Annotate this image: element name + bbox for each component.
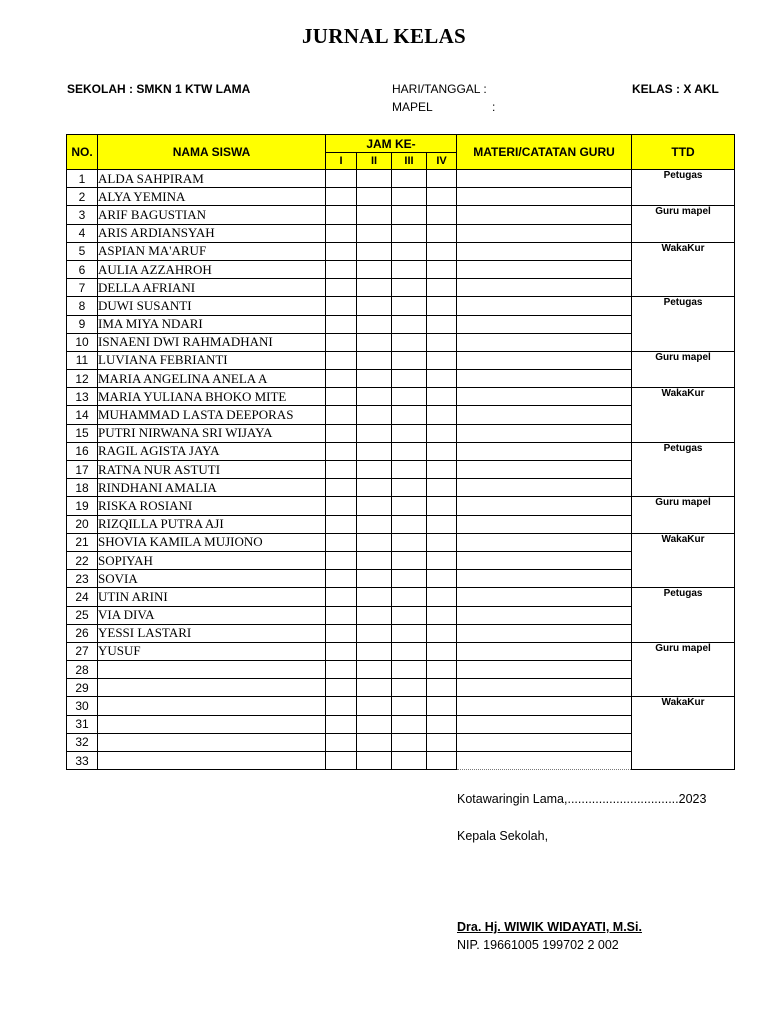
ttd-cell: WakaKur [632, 697, 735, 770]
jam-4-cell [427, 370, 457, 388]
jam-2-cell [357, 333, 392, 351]
jam-2-cell [357, 297, 392, 315]
jam-3-cell [392, 733, 427, 751]
jam-2-cell [357, 424, 392, 442]
table-row [67, 206, 735, 224]
jam-2-cell [357, 279, 392, 297]
materi-cell [457, 515, 632, 533]
place-date: Kotawaringin Lama,................................2023 [457, 792, 707, 806]
jam-4-cell [427, 206, 457, 224]
jam-4-cell [427, 315, 457, 333]
jam-2-cell [357, 370, 392, 388]
row-number: 9 [67, 315, 98, 333]
jam-2-cell [357, 170, 392, 188]
col-name-header: NAMA SISWA [98, 135, 326, 170]
row-number: 29 [67, 679, 98, 697]
ttd-cell: Petugas [632, 297, 735, 352]
jam-2-cell [357, 479, 392, 497]
jam-2-cell [357, 315, 392, 333]
table-row [67, 588, 735, 606]
jam-3-cell [392, 515, 427, 533]
student-rows [67, 170, 735, 770]
jam-4-cell [427, 406, 457, 424]
jam-4-cell [427, 333, 457, 351]
student-name: ALYA YEMINA [98, 188, 326, 206]
jam-4-cell [427, 424, 457, 442]
jam-1-cell [326, 715, 357, 733]
ttd-cell: WakaKur [632, 242, 735, 297]
jam-3-cell [392, 370, 427, 388]
col-materi-header: MATERI/CATATAN GURU [457, 135, 632, 170]
student-name: ARIF BAGUSTIAN [98, 206, 326, 224]
materi-cell [457, 351, 632, 369]
jam-2-cell [357, 242, 392, 260]
row-number: 32 [67, 733, 98, 751]
subject-colon: : [492, 100, 496, 114]
student-name: ARIS ARDIANSYAH [98, 224, 326, 242]
jam-4-cell [427, 551, 457, 569]
jam-4-cell [427, 606, 457, 624]
table-row [67, 642, 735, 660]
jam-3-cell [392, 242, 427, 260]
student-name: UTIN ARINI [98, 588, 326, 606]
jam-1-cell [326, 333, 357, 351]
jam-1-cell [326, 370, 357, 388]
jam-4-cell [427, 588, 457, 606]
jam-1-cell [326, 642, 357, 660]
row-number: 30 [67, 697, 98, 715]
jam-4-cell [427, 442, 457, 460]
jam-2-cell [357, 752, 392, 770]
jam-3-cell [392, 606, 427, 624]
jam-2-cell [357, 679, 392, 697]
jam-3-cell [392, 224, 427, 242]
jam-3-cell [392, 533, 427, 551]
signatory-name: Dra. Hj. WIWIK WIDAYATI, M.Si. [457, 920, 642, 934]
jam-4-cell [427, 461, 457, 479]
student-name: ISNAENI DWI RAHMADHANI [98, 333, 326, 351]
jam-2-cell [357, 406, 392, 424]
table-row [67, 351, 735, 369]
jam-4-cell [427, 170, 457, 188]
subject-label: MAPEL [392, 100, 433, 114]
jam-3-cell [392, 461, 427, 479]
materi-cell [457, 424, 632, 442]
materi-cell [457, 260, 632, 278]
materi-cell [457, 224, 632, 242]
materi-cell [457, 715, 632, 733]
jam-4-cell [427, 260, 457, 278]
jam-3-cell [392, 388, 427, 406]
materi-cell [457, 588, 632, 606]
materi-cell [457, 497, 632, 515]
materi-cell [457, 406, 632, 424]
jam-4-cell [427, 715, 457, 733]
jam-1-cell [326, 388, 357, 406]
student-name [98, 752, 326, 770]
jam-2-cell [357, 733, 392, 751]
jam-3-cell [392, 479, 427, 497]
jam-1-cell [326, 224, 357, 242]
jam-4-cell [427, 351, 457, 369]
table-row [67, 170, 735, 188]
materi-cell [457, 697, 632, 715]
jam-1-cell [326, 533, 357, 551]
materi-cell [457, 661, 632, 679]
student-name: AULIA AZZAHROH [98, 260, 326, 278]
jam-2-cell [357, 606, 392, 624]
jam-4-cell [427, 515, 457, 533]
student-name: SHOVIA KAMILA MUJIONO [98, 533, 326, 551]
jam-1-cell [326, 606, 357, 624]
jam-1-cell [326, 406, 357, 424]
table-row [67, 697, 735, 715]
jam-1-cell [326, 424, 357, 442]
jam-3-cell [392, 297, 427, 315]
jam-3-cell [392, 642, 427, 660]
school-label: SEKOLAH : SMKN 1 KTW LAMA [67, 82, 251, 96]
materi-cell [457, 297, 632, 315]
student-name: SOVIA [98, 570, 326, 588]
row-number: 18 [67, 479, 98, 497]
materi-cell [457, 551, 632, 569]
class-label: KELAS : X AKL [632, 82, 719, 96]
student-name: RAGIL AGISTA JAYA [98, 442, 326, 460]
jam-4-cell [427, 679, 457, 697]
row-number: 15 [67, 424, 98, 442]
jam-1-cell [326, 679, 357, 697]
jam-3-cell [392, 315, 427, 333]
jam-1-cell [326, 588, 357, 606]
jam-3-cell [392, 188, 427, 206]
jam-2-cell [357, 697, 392, 715]
materi-cell [457, 533, 632, 551]
jam-3-cell [392, 624, 427, 642]
student-name [98, 661, 326, 679]
jam-3-cell [392, 406, 427, 424]
ttd-cell: Guru mapel [632, 351, 735, 387]
ttd-cell: WakaKur [632, 388, 735, 443]
jam-3-cell [392, 333, 427, 351]
row-number: 28 [67, 661, 98, 679]
materi-cell [457, 442, 632, 460]
row-number: 26 [67, 624, 98, 642]
student-name: ASPIAN MA'ARUF [98, 242, 326, 260]
materi-cell [457, 733, 632, 751]
jam-2-cell [357, 661, 392, 679]
row-number: 1 [67, 170, 98, 188]
student-name: ALDA SAHPIRAM [98, 170, 326, 188]
student-name [98, 679, 326, 697]
table-row [67, 388, 735, 406]
student-name: RINDHANI AMALIA [98, 479, 326, 497]
table-row [67, 242, 735, 260]
row-number: 13 [67, 388, 98, 406]
jam-1-cell [326, 497, 357, 515]
row-number: 17 [67, 461, 98, 479]
student-name: MARIA ANGELINA ANELA A [98, 370, 326, 388]
row-number: 19 [67, 497, 98, 515]
student-name [98, 733, 326, 751]
materi-cell [457, 315, 632, 333]
ttd-cell: WakaKur [632, 533, 735, 588]
row-number: 2 [67, 188, 98, 206]
row-number: 11 [67, 351, 98, 369]
row-number: 10 [67, 333, 98, 351]
jam-4-cell [427, 279, 457, 297]
materi-cell [457, 333, 632, 351]
materi-cell [457, 624, 632, 642]
page-title: JURNAL KELAS [301, 24, 467, 48]
materi-cell [457, 242, 632, 260]
ttd-cell: Petugas [632, 170, 735, 206]
student-name: RATNA NUR ASTUTI [98, 461, 326, 479]
materi-cell [457, 570, 632, 588]
jam-1-cell [326, 442, 357, 460]
materi-cell [457, 279, 632, 297]
journal-table [66, 134, 735, 770]
row-number: 25 [67, 606, 98, 624]
student-name: RISKA ROSIANI [98, 497, 326, 515]
table-row [67, 533, 735, 551]
jam-2-cell [357, 497, 392, 515]
materi-cell [457, 606, 632, 624]
jam-1-cell [326, 551, 357, 569]
jam-2-cell [357, 188, 392, 206]
jam-3-cell [392, 679, 427, 697]
jam-3-cell [392, 661, 427, 679]
materi-cell [457, 752, 632, 770]
col-no-header: NO. [67, 135, 98, 170]
jam-4-header: IV [427, 153, 457, 170]
row-number: 23 [67, 570, 98, 588]
jam-3-cell [392, 206, 427, 224]
student-name: SOPIYAH [98, 551, 326, 569]
materi-cell [457, 679, 632, 697]
student-name: RIZQILLA PUTRA AJI [98, 515, 326, 533]
jam-3-cell [392, 588, 427, 606]
jam-4-cell [427, 697, 457, 715]
jam-4-cell [427, 533, 457, 551]
table-row [67, 297, 735, 315]
student-name [98, 715, 326, 733]
row-number: 8 [67, 297, 98, 315]
row-number: 22 [67, 551, 98, 569]
jam-1-cell [326, 733, 357, 751]
jam-2-cell [357, 442, 392, 460]
jam-3-cell [392, 715, 427, 733]
jam-2-cell [357, 260, 392, 278]
jam-1-header: I [326, 153, 357, 170]
row-number: 7 [67, 279, 98, 297]
ttd-cell: Petugas [632, 588, 735, 643]
jam-1-cell [326, 461, 357, 479]
jam-4-cell [427, 624, 457, 642]
ttd-cell: Petugas [632, 442, 735, 497]
jam-1-cell [326, 479, 357, 497]
table-row [67, 497, 735, 515]
materi-cell [457, 642, 632, 660]
jam-1-cell [326, 624, 357, 642]
row-number: 21 [67, 533, 98, 551]
day-date-label: HARI/TANGGAL : [392, 82, 487, 96]
jam-1-cell [326, 260, 357, 278]
jam-4-cell [427, 479, 457, 497]
jam-2-cell [357, 551, 392, 569]
materi-cell [457, 461, 632, 479]
jam-2-cell [357, 206, 392, 224]
jam-4-cell [427, 242, 457, 260]
row-number: 24 [67, 588, 98, 606]
student-name: YUSUF [98, 642, 326, 660]
row-number: 33 [67, 752, 98, 770]
student-name: MARIA YULIANA BHOKO MITE [98, 388, 326, 406]
row-number: 14 [67, 406, 98, 424]
row-number: 20 [67, 515, 98, 533]
jam-3-cell [392, 697, 427, 715]
row-number: 31 [67, 715, 98, 733]
jam-2-cell [357, 624, 392, 642]
jam-2-cell [357, 351, 392, 369]
materi-cell [457, 170, 632, 188]
ttd-cell: Guru mapel [632, 206, 735, 242]
jam-4-cell [427, 752, 457, 770]
jam-4-cell [427, 661, 457, 679]
jam-4-cell [427, 188, 457, 206]
jam-3-cell [392, 260, 427, 278]
student-name [98, 697, 326, 715]
jam-2-cell [357, 515, 392, 533]
jam-3-cell [392, 279, 427, 297]
jam-2-cell [357, 461, 392, 479]
student-name: PUTRI NIRWANA SRI WIJAYA [98, 424, 326, 442]
jam-1-cell [326, 570, 357, 588]
student-name: IMA MIYA NDARI [98, 315, 326, 333]
jam-2-cell [357, 715, 392, 733]
jam-3-cell [392, 570, 427, 588]
jam-2-cell [357, 570, 392, 588]
jam-4-cell [427, 570, 457, 588]
jam-2-cell [357, 642, 392, 660]
jam-1-cell [326, 515, 357, 533]
jam-1-cell [326, 697, 357, 715]
jam-4-cell [427, 224, 457, 242]
jam-2-cell [357, 588, 392, 606]
student-name: LUVIANA FEBRIANTI [98, 351, 326, 369]
jam-3-cell [392, 351, 427, 369]
jam-2-cell [357, 224, 392, 242]
jam-3-cell [392, 170, 427, 188]
student-name: MUHAMMAD LASTA DEEPORAS [98, 406, 326, 424]
row-number: 16 [67, 442, 98, 460]
ttd-cell: Guru mapel [632, 497, 735, 533]
jam-3-header: III [392, 153, 427, 170]
jam-2-header: II [357, 153, 392, 170]
jam-3-cell [392, 497, 427, 515]
jam-1-cell [326, 170, 357, 188]
materi-cell [457, 370, 632, 388]
ttd-cell: Guru mapel [632, 642, 735, 697]
student-name: VIA DIVA [98, 606, 326, 624]
row-number: 4 [67, 224, 98, 242]
signatory-nip: NIP. 19661005 199702 2 002 [457, 938, 619, 952]
col-ttd-header: TTD [632, 135, 735, 170]
jam-2-cell [357, 533, 392, 551]
row-number: 27 [67, 642, 98, 660]
materi-cell [457, 188, 632, 206]
student-name: DUWI SUSANTI [98, 297, 326, 315]
jam-1-cell [326, 297, 357, 315]
materi-cell [457, 479, 632, 497]
jam-1-cell [326, 279, 357, 297]
materi-cell [457, 388, 632, 406]
row-number: 12 [67, 370, 98, 388]
jam-1-cell [326, 752, 357, 770]
table-row [67, 442, 735, 460]
jam-3-cell [392, 551, 427, 569]
materi-cell [457, 206, 632, 224]
student-name: YESSI LASTARI [98, 624, 326, 642]
jam-4-cell [427, 388, 457, 406]
jam-1-cell [326, 351, 357, 369]
jam-3-cell [392, 752, 427, 770]
row-number: 5 [67, 242, 98, 260]
jam-1-cell [326, 315, 357, 333]
jam-3-cell [392, 442, 427, 460]
jam-4-cell [427, 733, 457, 751]
row-number: 3 [67, 206, 98, 224]
jam-4-cell [427, 297, 457, 315]
jam-1-cell [326, 206, 357, 224]
jam-2-cell [357, 388, 392, 406]
jam-4-cell [427, 642, 457, 660]
jam-4-cell [427, 497, 457, 515]
row-number: 6 [67, 260, 98, 278]
jam-1-cell [326, 242, 357, 260]
principal-title: Kepala Sekolah, [457, 829, 549, 843]
jam-1-cell [326, 188, 357, 206]
student-name: DELLA AFRIANI [98, 279, 326, 297]
jam-1-cell [326, 661, 357, 679]
col-jam-header: JAM KE- [326, 135, 457, 153]
jam-3-cell [392, 424, 427, 442]
